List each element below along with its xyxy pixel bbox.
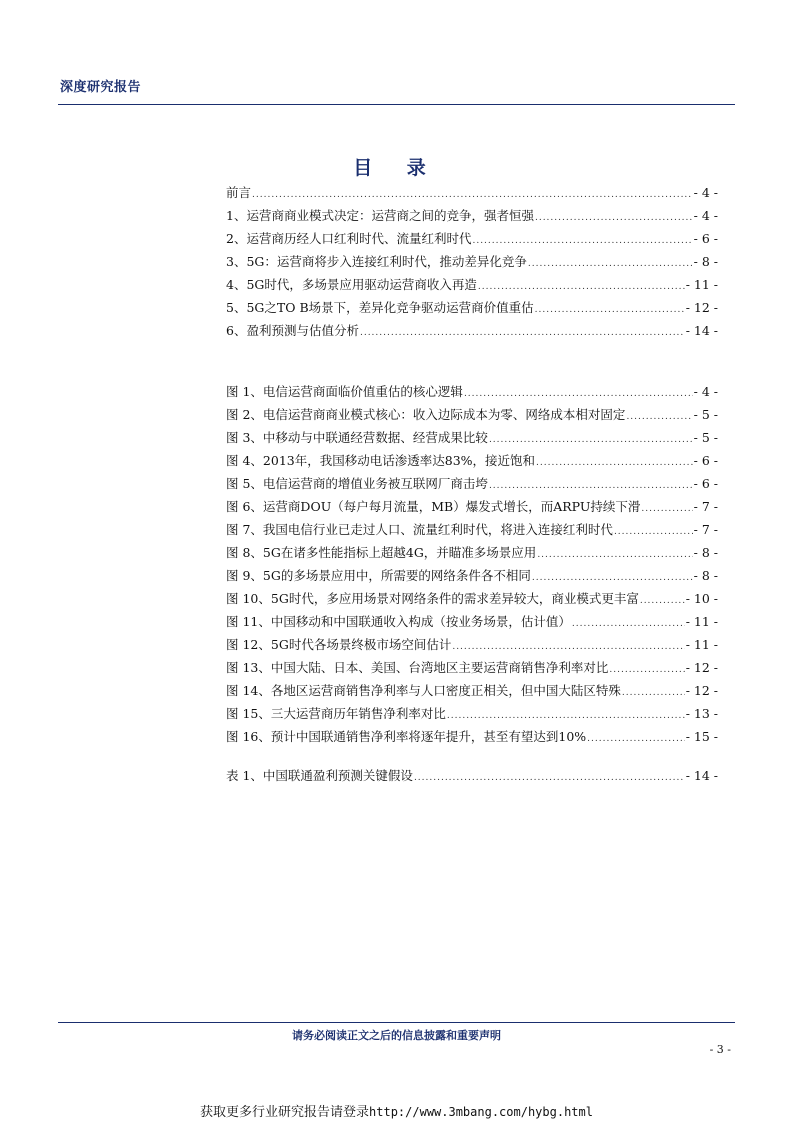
toc-section-entry[interactable] [226, 206, 718, 229]
toc-entry-page: - 12 - [685, 300, 718, 315]
dot-leader [609, 665, 684, 675]
toc-figure-entry[interactable] [226, 451, 718, 474]
toc-entry-label: 4、5G时代，多场景应用驱动运营商收入再造 [226, 277, 477, 292]
toc-figure-entry[interactable] [226, 704, 718, 727]
toc-entry-page: - 5 - [693, 407, 718, 422]
toc-entry-label: 6、盈利预测与估值分析 [226, 323, 359, 338]
toc-entry-page: - 6 - [693, 453, 718, 468]
toc-entry-page: - 8 - [693, 568, 718, 583]
dot-leader [452, 642, 684, 652]
dot-leader [587, 734, 685, 744]
toc-entry-label: 5、5G之TO B场景下，差异化竞争驱动运营商价值重估 [226, 300, 534, 315]
toc-entry-page: - 15 - [685, 729, 718, 744]
dot-leader [535, 305, 685, 315]
dot-leader [532, 573, 693, 583]
dot-leader [489, 435, 693, 445]
toc-entry-label: 图 7、我国电信行业已走过人口、流量红利时代，将进入连接红利时代 [226, 522, 613, 537]
dot-leader [641, 504, 692, 514]
dot-leader [360, 328, 685, 338]
toc-section-entry[interactable] [226, 298, 718, 321]
toc-entry-label: 图 4、2013年，我国移动电话渗透率达83%，接近饱和 [226, 453, 536, 468]
toc-entry-label: 图 2、电信运营商商业模式核心：收入边际成本为零、网络成本相对固定 [226, 407, 626, 422]
toc-entry-page: - 7 - [693, 499, 718, 514]
toc-entry-label: 图 3、中移动与中联通经营数据、经营成果比较 [226, 430, 488, 445]
dot-leader [447, 711, 685, 721]
toc-entry-page: - 13 - [685, 706, 718, 721]
dot-leader [535, 213, 693, 223]
dot-leader [626, 412, 692, 422]
toc-sections-list [226, 183, 718, 344]
toc-title: 目 录 [353, 157, 440, 179]
dot-leader [622, 688, 685, 698]
toc-figure-entry[interactable] [226, 612, 718, 635]
toc-entry-page: - 4 - [693, 185, 718, 200]
dot-leader [489, 481, 693, 491]
toc-figure-entry[interactable] [226, 520, 718, 543]
toc-entry-page: - 5 - [693, 430, 718, 445]
toc-entry-label: 表 1、中国联通盈利预测关键假设 [226, 768, 413, 783]
toc-entry-label: 图 13、中国大陆、日本、美国、台湾地区主要运营商销售净利率对比 [226, 660, 609, 675]
toc-figure-entry[interactable] [226, 566, 718, 589]
toc-entry-label: 图 6、运营商DOU（每户每月流量，MB）爆发式增长，而ARPU持续下滑 [226, 499, 641, 514]
toc-entry-page: - 4 - [693, 384, 718, 399]
toc-entry-label: 2、运营商历经人口红利时代、流量红利时代 [226, 231, 472, 246]
toc-figure-entry[interactable] [226, 382, 718, 405]
toc-entry-label: 图 1、电信运营商面临价值重估的核心逻辑 [226, 384, 463, 399]
toc-section-entry[interactable] [226, 229, 718, 252]
toc-figure-entry[interactable] [226, 428, 718, 451]
dot-leader [537, 550, 692, 560]
promo-line [0, 1101, 793, 1120]
toc-section-entry[interactable] [226, 183, 718, 206]
toc-entry-label: 图 9、5G的多场景应用中，所需要的网络条件各不相同 [226, 568, 531, 583]
dot-leader [614, 527, 693, 537]
promo-url-link[interactable]: http://www.3mbang.com/hybg.html [369, 1105, 593, 1119]
dot-leader [464, 389, 693, 399]
toc-entry-page: - 14 - [685, 323, 718, 338]
toc-entry-page: - 12 - [685, 683, 718, 698]
toc-tables-list [226, 766, 718, 789]
toc-figure-entry[interactable] [226, 589, 718, 612]
toc-figures-list [226, 382, 718, 750]
toc-section-entry[interactable] [226, 275, 718, 298]
toc-entry-page: - 11 - [685, 637, 718, 652]
footer-divider [58, 1022, 735, 1023]
footer-disclaimer: 请务必阅读正文之后的信息披露和重要声明 [292, 1029, 501, 1042]
toc-entry-label: 图 11、中国移动和中国联通收入构成（按业务场景，估计值） [226, 614, 571, 629]
toc-entry-page: - 7 - [693, 522, 718, 537]
toc-section-entry[interactable] [226, 321, 718, 344]
dot-leader [478, 282, 685, 292]
toc-entry-page: - 6 - [693, 476, 718, 491]
toc-figure-entry[interactable] [226, 681, 718, 704]
dot-leader [640, 596, 685, 606]
toc-figure-entry[interactable] [226, 658, 718, 681]
dot-leader [252, 190, 693, 200]
toc-entry-label: 图 8、5G在诸多性能指标上超越4G，并瞄准多场景应用 [226, 545, 537, 560]
toc-figure-entry[interactable] [226, 635, 718, 658]
toc-entry-label: 3、5G：运营商将步入连接红利时代，推动差异化竞争 [226, 254, 527, 269]
toc-figure-entry[interactable] [226, 405, 718, 428]
dot-leader [472, 236, 692, 246]
header-divider [58, 104, 735, 105]
toc-entry-label: 前言 [226, 185, 252, 200]
toc-entry-page: - 12 - [685, 660, 718, 675]
toc-figure-entry[interactable] [226, 727, 718, 750]
toc-entry-label: 图 15、三大运营商历年销售净利率对比 [226, 706, 446, 721]
toc-entry-label: 1、运营商商业模式决定：运营商之间的竞争，强者恒强 [226, 208, 534, 223]
toc-entry-page: - 11 - [685, 614, 718, 629]
toc-entry-page: - 11 - [685, 277, 718, 292]
toc-figure-entry[interactable] [226, 543, 718, 566]
toc-figure-entry[interactable] [226, 497, 718, 520]
toc-table-entry[interactable] [226, 766, 718, 789]
toc-entry-page: - 10 - [685, 591, 718, 606]
dot-leader [414, 773, 685, 783]
toc-entry-label: 图 5、电信运营商的增值业务被互联网厂商击垮 [226, 476, 488, 491]
report-header-title: 深度研究报告 [60, 80, 142, 95]
promo-text: 获取更多行业研究报告请登录 [200, 1105, 370, 1120]
toc-entry-page: - 8 - [693, 254, 718, 269]
toc-entry-label: 图 10、5G时代，多应用场景对网络条件的需求差异较大，商业模式更丰富 [226, 591, 639, 606]
toc-section-entry[interactable] [226, 252, 718, 275]
dot-leader [536, 458, 693, 468]
dot-leader [528, 259, 693, 269]
page-number: - 3 - [709, 1043, 731, 1056]
toc-entry-page: - 6 - [693, 231, 718, 246]
dot-leader [572, 619, 685, 629]
toc-entry-page: - 8 - [693, 545, 718, 560]
toc-entry-page: - 14 - [685, 768, 718, 783]
toc-entry-label: 图 14、各地区运营商销售净利率与人口密度正相关，但中国大陆区特殊 [226, 683, 621, 698]
toc-entry-page: - 4 - [693, 208, 718, 223]
toc-entry-label: 图 16、预计中国联通销售净利率将逐年提升，甚至有望达到10% [226, 729, 587, 744]
toc-entry-label: 图 12、5G时代各场景终极市场空间估计 [226, 637, 452, 652]
toc-figure-entry[interactable] [226, 474, 718, 497]
